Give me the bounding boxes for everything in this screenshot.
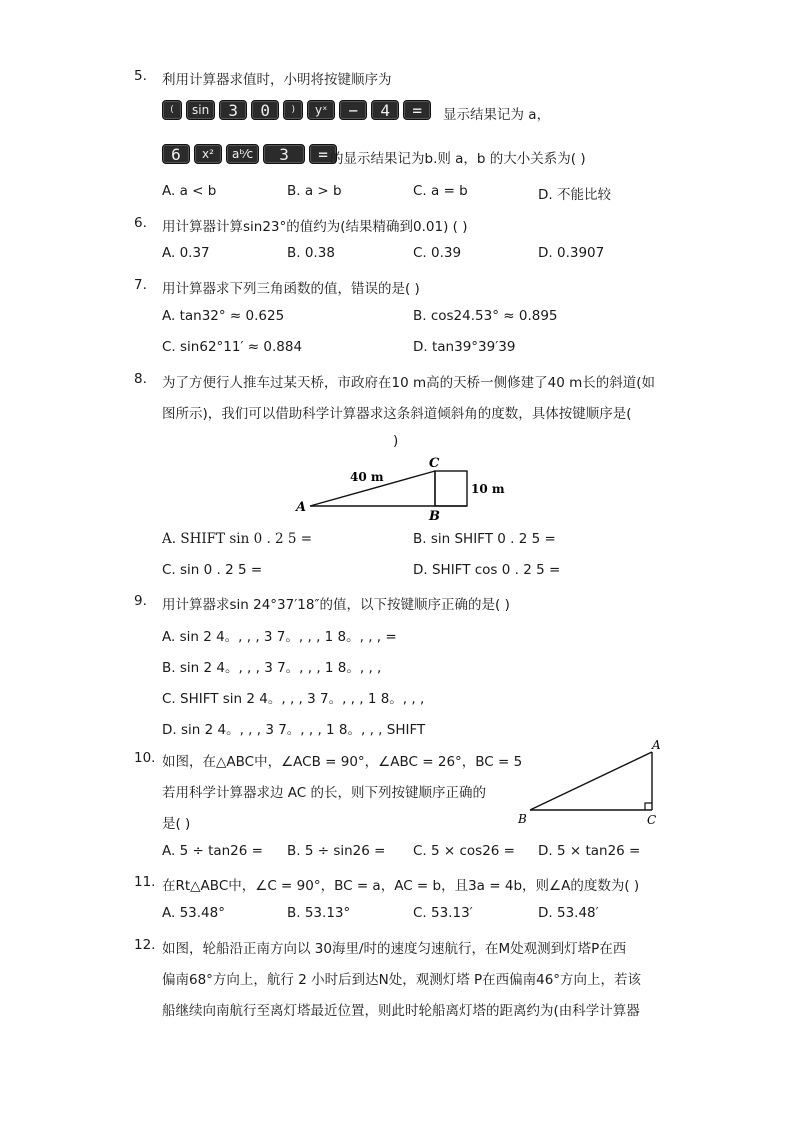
q8-option-a: A. SHIFT sin 0 . 2 5 = [162, 531, 313, 547]
q10-option-c: C. 5 × cos26 = [413, 843, 515, 859]
q8-line1: 为了方便行人推车过某天桥，市政府在10 m高的天桥一侧修建了40 m长的斜道(如 [162, 375, 656, 391]
calc-key: 6 [162, 144, 190, 164]
calc-key: x² [194, 144, 222, 164]
calc-key: sin [186, 100, 215, 120]
q9-option-d: D. sin 2 4。, , , 3 7。, , , 1 8。, , , SHIFT [162, 722, 426, 738]
q9-option-a: A. sin 2 4。, , , 3 7。, , , 1 8。, , , = [162, 629, 397, 645]
q7-option-d: D. tan39°39′39 [413, 339, 516, 355]
q11-option-d: D. 53.48′ [538, 905, 599, 921]
q10-number: 10. [134, 750, 156, 766]
q8-option-b: B. sin SHIFT 0 . 2 5 = [413, 531, 556, 547]
q5-option-b: B. a > b [287, 183, 342, 199]
q7-option-a: A. tan32° ≈ 0.625 [162, 308, 285, 324]
side-ab [530, 752, 652, 810]
q7-text: 用计算器求下列三角函数的值，错误的是( ) [162, 281, 420, 297]
q11-number: 11. [134, 874, 156, 890]
label-height: 10 m [471, 482, 505, 496]
label-b: B [518, 812, 527, 826]
label-c: C [429, 456, 440, 471]
label-b: B [429, 509, 440, 524]
q8-line3: ) [393, 433, 399, 449]
q6-option-c: C. 0.39 [413, 245, 462, 261]
calc-key: 0 [251, 100, 279, 120]
q5-key-sequence-1 [162, 100, 431, 120]
q9-option-b: B. sin 2 4。, , , 3 7。, , , 1 8。, , , [162, 660, 382, 676]
q6-text: 用计算器计算sin23°的值约为(结果精确到0.01) ( ) [162, 219, 468, 235]
q8-line2: 图所示)，我们可以借助科学计算器求这条斜道倾斜角的度数，具体按键顺序是( [162, 406, 632, 422]
q7-number: 7. [134, 277, 147, 293]
calc-key: aᵇ⁄c [226, 144, 259, 164]
q10-line2: 若用科学计算器求边 AC 的长，则下列按键顺序正确的 [162, 785, 487, 801]
q5-option-d: D. 不能比较 [538, 187, 611, 203]
q10-line3: 是( ) [162, 816, 191, 832]
calc-key: 3 [219, 100, 247, 120]
q8-option-c: C. sin 0 . 2 5 = [162, 562, 263, 578]
q10-option-b: B. 5 ÷ sin26 = [287, 843, 386, 859]
calc-key: 3 [263, 144, 305, 164]
calc-key: 4 [371, 100, 399, 120]
q8-ramp-figure [290, 455, 510, 525]
calc-key: ( [162, 100, 182, 120]
q10-line1: 如图，在△ABC中，∠ACB = 90°，∠ABC = 26°，BC = 5 [162, 754, 523, 770]
calc-key: yˣ [307, 100, 335, 120]
q5-line1-suffix: 显示结果记为 a， [443, 107, 551, 123]
q12-line2: 偏南68°方向上，航行 2 小时后到达N处，观测灯塔 P在西偏南46°方向上，若该 [162, 972, 642, 988]
q10-triangle-figure [512, 735, 672, 830]
label-c: C [647, 813, 657, 827]
q11-option-c: C. 53.13′ [413, 905, 473, 921]
q8-option-d: D. SHIFT cos 0 . 2 5 = [413, 562, 561, 578]
label-a: A [296, 500, 307, 515]
q11-option-b: B. 53.13° [287, 905, 351, 921]
q9-option-c: C. SHIFT sin 2 4。, , , 3 7。, , , 1 8。, , , [162, 691, 425, 707]
calc-key: − [339, 100, 367, 120]
q5-option-a: A. a < b [162, 183, 217, 199]
q5-line2-suffix: 的显示结果记为b.则 a，b 的大小关系为( ) [330, 151, 586, 167]
q7-option-c: C. sin62°11′ ≈ 0.884 [162, 339, 303, 355]
q11-option-a: A. 53.48° [162, 905, 225, 921]
q12-number: 12. [134, 937, 156, 953]
calc-key: = [309, 144, 337, 164]
q8-number: 8. [134, 371, 147, 387]
q10-option-d: D. 5 × tan26 = [538, 843, 641, 859]
q5-number: 5. [134, 68, 147, 84]
q10-option-a: A. 5 ÷ tan26 = [162, 843, 263, 859]
q9-number: 9. [134, 593, 147, 609]
calc-key: ) [283, 100, 303, 120]
q9-text: 用计算器求sin 24°37′18″的值，以下按键顺序正确的是( ) [162, 597, 510, 613]
q12-line3: 船继续向南航行至离灯塔最近位置，则此时轮船离灯塔的距离约为(由科学计算器 [162, 1003, 640, 1019]
q6-option-d: D. 0.3907 [538, 245, 605, 261]
q6-option-a: A. 0.37 [162, 245, 210, 261]
label-slope-length: 40 m [350, 470, 384, 484]
q7-option-b: B. cos24.53° ≈ 0.895 [413, 308, 558, 324]
q5-text: 利用计算器求值时，小明将按键顺序为 [162, 72, 392, 88]
q6-option-b: B. 0.38 [287, 245, 335, 261]
right-angle-mark [645, 803, 652, 810]
q6-number: 6. [134, 215, 147, 231]
q5-option-c: C. a = b [413, 183, 468, 199]
q5-key-sequence-2 [162, 144, 337, 164]
q11-text: 在Rt△ABC中，∠C = 90°，BC = a，AC = b，且3a = 4b，则∠A的度数为( ) [162, 878, 640, 894]
label-a: A [652, 738, 661, 752]
bridge-box [435, 471, 467, 506]
calc-key: = [403, 100, 431, 120]
q12-line1: 如图，轮船沿正南方向以 30海里/时的速度匀速航行，在M处观测到灯塔P在西 [162, 941, 627, 957]
